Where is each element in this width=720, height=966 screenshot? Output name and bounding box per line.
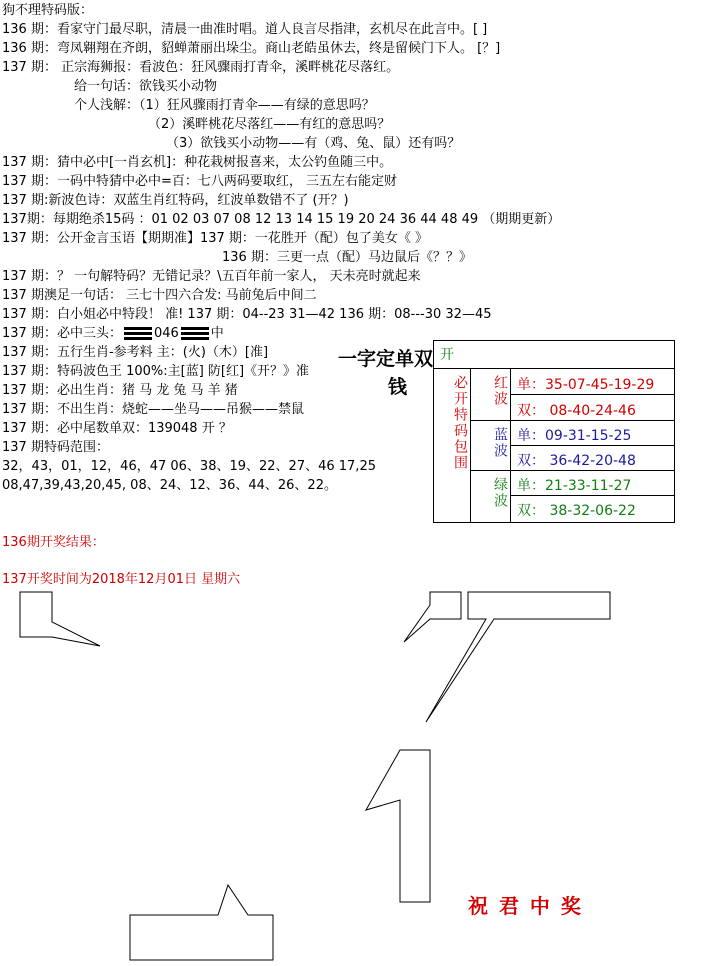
table-header: 开 [434, 341, 674, 369]
draw-time: 137开奖时间为2018年12月01日 星期六 [2, 572, 241, 587]
row-nums: 38-32-06-22 [549, 503, 636, 519]
text-line: 137 期：不出生肖：烧蛇——坐马——吊猴——禁鼠 [2, 402, 304, 417]
wave-label-blue: 蓝波 [471, 421, 511, 471]
text-line: 137 期：五行生肖-参考料 主：(火)（木）[准] [2, 345, 269, 360]
text-line: 137 期:新波色诗：双蓝生肖红特码，红波单数错不了 (开？) [2, 193, 349, 208]
sanbei-prefix: 137 期：必中三头： [2, 326, 122, 341]
wave-label-red: 红波 [471, 369, 511, 421]
sanbei-suffix: 中 [210, 326, 224, 341]
text-line: 137 期澳足一句话： 三七十四六合发: 马前兔后中间二 [2, 288, 317, 303]
text-line: 137 期：白小姐必中特段！ 准! 137 期：04--23 31—42 136 期：08---30 32—45 [2, 307, 492, 322]
text-line: 136 期：三更一点（配）马边鼠后《？？》 [222, 250, 472, 265]
wave-label-green: 绿波 [471, 471, 511, 522]
text-line: 137 期：一码中特猜中必中=百：七八两码要取红， 三五左右能定财 [2, 174, 397, 189]
text-line: 08,47,39,43,20,45, 08、24、12、36、44、26、22。 [2, 478, 337, 493]
wish-text: 祝 君 中 奖 [468, 894, 583, 918]
table-side-label: 必开特码包围 [434, 369, 471, 522]
text-line: （3）欲钱买小动物——有（鸡、兔、鼠）还有吗？ [166, 136, 461, 151]
text-line: 个人浅解：（1）狂风骤雨打青伞——有绿的意思吗？ [74, 98, 375, 113]
row-tag: 单： [517, 478, 545, 494]
text-line: 136 期：看家守门最尽职，清晨一曲准时唱。道人良言尽指津，玄机尽在此言中。[ ] [2, 22, 488, 37]
text-line: 137 期：必出生肖：猪 马 龙 兔 马 羊 猪 [2, 383, 238, 398]
callout-shape-topleft [20, 592, 100, 646]
text-line: （2）溪畔桃花尽落红——有红的意思吗？ [148, 117, 391, 132]
row-tag: 双： [517, 453, 545, 469]
row-nums: 08-40-24-46 [549, 403, 636, 419]
row-nums: 36-42-20-48 [549, 453, 636, 469]
text-line: 137 期：必中尾数单双：139048 开 ？ [2, 421, 232, 436]
row-nums: 09-31-15-25 [545, 428, 632, 444]
callout-shape-small [404, 592, 461, 642]
row-nums: 21-33-11-27 [545, 478, 632, 494]
text-line: 137 期：公开金言玉语【期期准】137 期：一花胜开（配）包了美女《 》 [2, 231, 429, 246]
text-line: 32，43，01，12，46，47 06、38、19、22、27、46 17,25 [2, 459, 376, 474]
text-line: 136 期：弯凤翱翔在齐朗，貂蝉萧丽出垛尘。商山老皓虽休去，终是留候门下人。 [？] [2, 41, 501, 56]
text-line: 137 期特码范围： [2, 440, 109, 455]
text-line: 137 期： 正宗海狮报：看波色：狂风骤雨打青伞，溪畔桃花尽落红。 [2, 60, 400, 75]
one-char-title: 一字定单双 [338, 348, 434, 370]
row-tag: 双： [517, 503, 545, 519]
text-line: 137 期：特码波色王 100%:主[蓝] 防[红]《开？》准 [2, 364, 310, 379]
number-one-shape [366, 750, 430, 902]
one-char-sub: 钱 [388, 376, 408, 398]
sanbei-code: 046 [153, 326, 179, 341]
row-tag: 单： [517, 377, 545, 393]
callout-shape-bottom [130, 885, 273, 960]
page-header: 狗不理特码版： [2, 3, 94, 18]
callout-shape-wide [426, 592, 610, 722]
text-line: 137期：每期绝杀15码 ：01 02 03 07 08 12 13 14 15 19 20 24 36 44 48 49 （期期更新） [2, 212, 561, 227]
text-line: 137 期：？ 一句解特码？无错记录？\五百年前一家人， 天未亮时就起来 [2, 269, 421, 284]
row-nums: 35-07-45-19-29 [545, 377, 655, 393]
row-tag: 单： [517, 428, 545, 444]
row-tag: 双： [517, 403, 545, 419]
text-line: 137 期：猜中必中[一肖玄机]：种花栽树报喜来，太公钓鱼随三中。 [2, 155, 393, 170]
text-line: 给一句话：欲钱买小动物 [74, 79, 218, 94]
result-title: 136期开奖结果： [2, 535, 105, 550]
